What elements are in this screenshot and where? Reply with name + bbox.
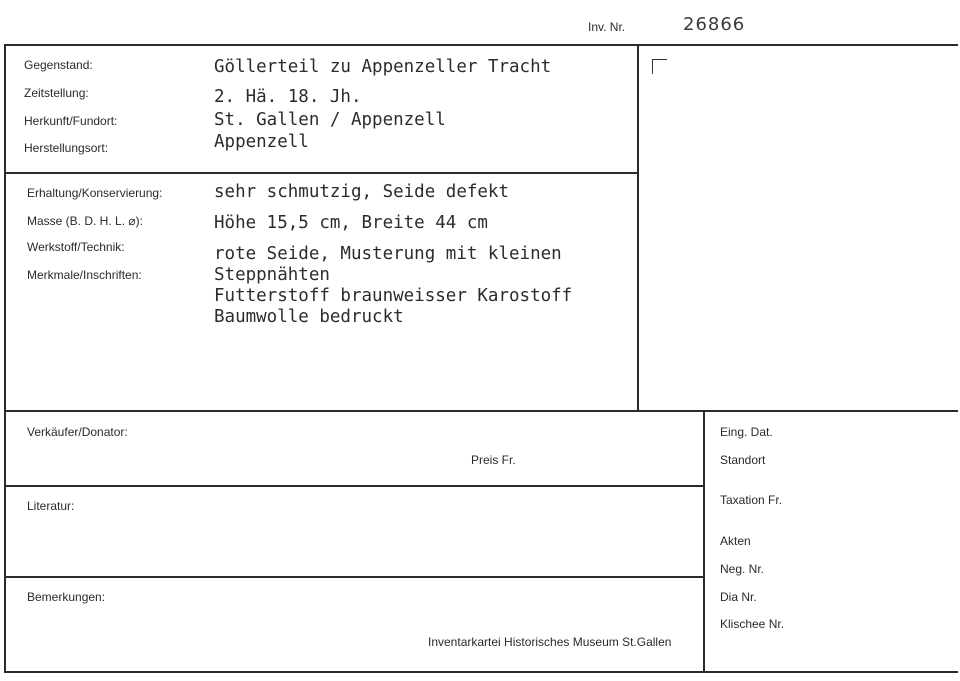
photo-corner-mark: [652, 59, 667, 74]
preis-label: Preis Fr.: [471, 453, 516, 467]
vertical-divider-lower: [703, 410, 705, 672]
werkstoff-line-1: rote Seide, Musterung mit kleinen: [214, 244, 562, 264]
bemerkungen-label: Bemerkungen:: [27, 590, 106, 604]
rule-bemerkungen: [4, 576, 704, 578]
werkstoff-line-3: Futterstoff braunweisser Karostoff: [214, 286, 573, 306]
rule-middle: [4, 410, 958, 412]
neg-nr-label: Neg. Nr.: [720, 562, 765, 576]
herstellungsort-value: Appenzell: [214, 132, 309, 152]
standort-label: Standort: [720, 453, 766, 467]
eing-dat-label: Eing. Dat.: [720, 425, 773, 439]
bottom-border: [4, 671, 958, 673]
literatur-label: Literatur:: [27, 499, 75, 513]
herstellungsort-label: Herstellungsort:: [24, 141, 109, 155]
rule-object-section: [4, 172, 638, 174]
footer-museum: Inventarkartei Historisches Museum St.Gallen: [428, 635, 672, 649]
zeitstellung-value: 2. Hä. 18. Jh.: [214, 87, 362, 107]
erhaltung-value: sehr schmutzig, Seide defekt: [214, 182, 510, 202]
gegenstand-label: Gegenstand:: [24, 58, 93, 72]
akten-label: Akten: [720, 534, 751, 548]
left-border: [4, 44, 6, 672]
inv-nr-label: Inv. Nr.: [588, 20, 626, 34]
rule-literatur: [4, 485, 704, 487]
werkstoff-line-2: Steppnähten: [214, 265, 330, 285]
klischee-nr-label: Klischee Nr.: [720, 617, 785, 631]
gegenstand-value: Göllerteil zu Appenzeller Tracht: [214, 57, 552, 77]
herkunft-value: St. Gallen / Appenzell: [214, 110, 446, 130]
top-rule: [4, 44, 958, 46]
merkmale-label: Merkmale/Inschriften:: [27, 268, 142, 282]
zeitstellung-label: Zeitstellung:: [24, 86, 89, 100]
taxation-label: Taxation Fr.: [720, 493, 783, 507]
werkstoff-line-4: Baumwolle bedruckt: [214, 307, 404, 327]
masse-value: Höhe 15,5 cm, Breite 44 cm: [214, 213, 488, 233]
dia-nr-label: Dia Nr.: [720, 590, 757, 604]
erhaltung-label: Erhaltung/Konservierung:: [27, 186, 163, 200]
vertical-divider-upper: [637, 44, 639, 411]
masse-label: Masse (B. D. H. L. ⌀):: [27, 214, 143, 228]
verkaeufer-label: Verkäufer/Donator:: [27, 425, 128, 439]
werkstoff-label: Werkstoff/Technik:: [27, 240, 125, 254]
inv-number: 26866: [683, 14, 746, 35]
herkunft-label: Herkunft/Fundort:: [24, 114, 118, 128]
